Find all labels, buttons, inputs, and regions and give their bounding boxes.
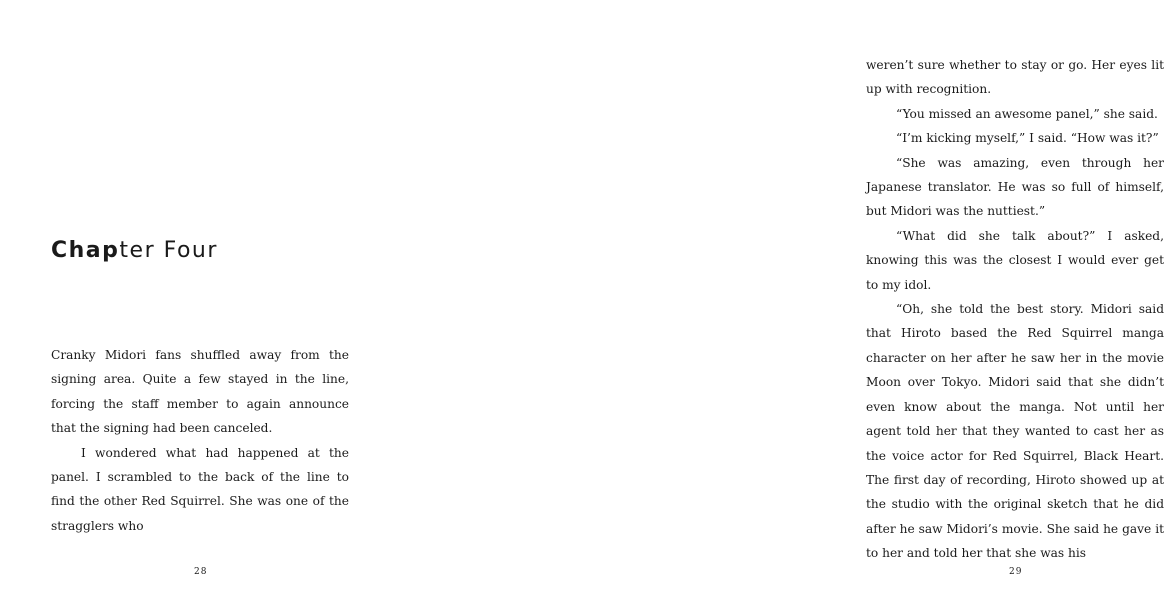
right-body-text [866,53,1164,566]
paragraph-text: “I’m kicking myself,” I said. “How was it?” [896,131,1159,146]
paragraph [866,224,1164,297]
paragraph-text: “You missed an awesome panel,” she said. [896,106,1158,121]
paragraph-text: “She was amazing, even through her Japanese translator. He was so full of himself, but Midori was the nuttiest.” [866,155,1164,219]
right-page [405,0,1164,608]
paragraph [51,441,349,539]
paragraph [866,126,1164,150]
chapter-title-rest: ter Four [119,238,218,263]
page-number: 28 [194,567,208,577]
paragraph-text: “What did she talk about?” I asked, knowing this was the closest I would ever get to my idol. [866,228,1164,292]
paragraph [866,297,1164,565]
chapter-title-bold: Chap [51,238,120,263]
paragraph [51,343,349,441]
paragraph-text: Cranky Midori fans shuffled away from the signing area. Quite a few stayed in the line, forcing the staff member to again announce that the signing had been canceled. [51,348,349,436]
paragraph-text: “Oh, she told the best story. Midori said that Hiroto based the Red Squirrel manga character on her after he saw her in the movie Moon over Tokyo. Midori said that she didn’t even know about the manga. Not until her agent told her that they wanted to cast her as the voice actor for Red Squirrel, Black Heart. The first day of recording, Hiroto showed up at the studio with the original sketch that he did after he saw Midori’s movie. She said he gave it to her and told her that she was his [866,302,1164,561]
page-number: 29 [1009,567,1023,577]
paragraph [866,102,1164,126]
left-body-text [51,343,349,538]
paragraph [866,151,1164,224]
paragraph [866,53,1164,102]
paragraph-text: weren’t sure whether to stay or go. Her eyes lit up with recognition. [866,58,1164,97]
left-page [0,0,405,608]
chapter-title [51,238,218,263]
paragraph-text: I wondered what had happened at the panel. I scrambled to the back of the line to find the other Red Squirrel. She was one of the stragglers who [51,445,349,533]
